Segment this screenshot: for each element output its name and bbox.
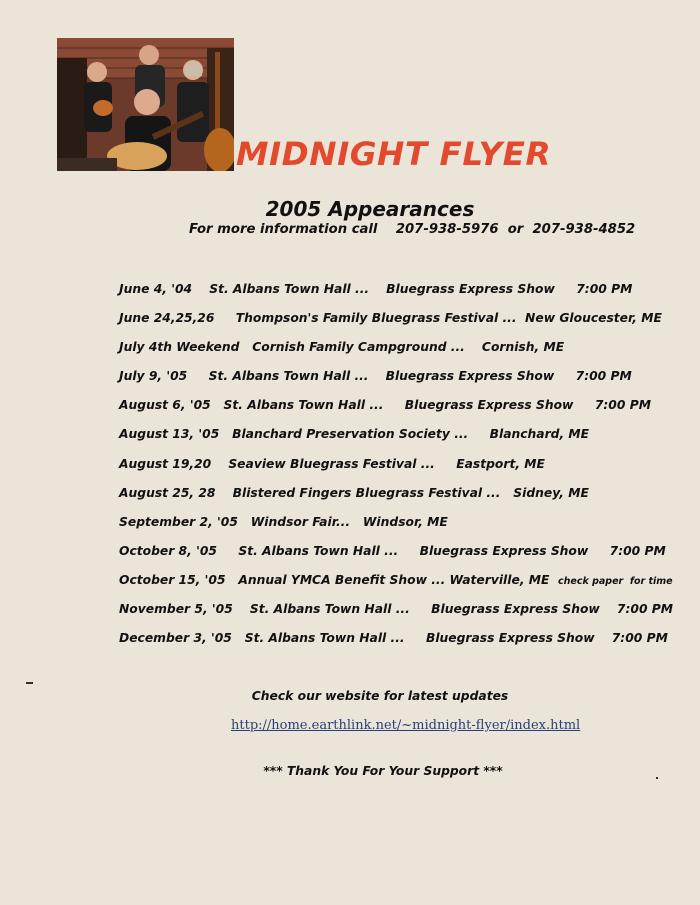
event-text: June 4, '04 St. Albans Town Hall ... Bluegrass Express Show 7:00 PM [119, 282, 633, 296]
paper-speck [26, 682, 33, 684]
event-text: June 24,25,26 Thompson's Family Bluegrass Festival ... New Gloucester, ME [119, 311, 662, 326]
thank-you-text: *** Thank You For Your Support *** [263, 764, 503, 778]
event-item [119, 397, 673, 426]
event-text: August 25, 28 Blistered Fingers Bluegrass Festival ... Sidney, ME [119, 485, 589, 500]
event-item [119, 572, 673, 601]
page-title: 2005 Appearances [265, 197, 475, 221]
event-item [119, 339, 673, 368]
event-text: October 15, '05 Annual YMCA Benefit Show ... Waterville, ME [119, 572, 550, 587]
website-link[interactable]: http://home.earthlink.net/~midnight-flyer/index.html [231, 718, 581, 733]
event-item [119, 281, 673, 310]
event-text: November 5, '05 St. Albans Town Hall ... Bluegrass Express Show 7:00 PM [119, 602, 674, 617]
event-item [119, 485, 673, 514]
updates-notice: Check our website for latest updates [251, 689, 509, 703]
event-list [119, 281, 673, 659]
contact-line [189, 222, 635, 237]
event-item [119, 368, 673, 397]
contact-prefix: For more information call [189, 222, 378, 237]
event-item [119, 514, 673, 543]
event-item [119, 543, 673, 572]
event-item [119, 630, 673, 659]
event-note: check paper for time [557, 575, 673, 587]
event-text: October 8, '05 St. Albans Town Hall ... Bluegrass Express Show 7:00 PM [119, 543, 666, 558]
event-text: July 4th Weekend Cornish Family Campground ... Cornish, ME [119, 340, 565, 355]
contact-separator: or [507, 222, 524, 237]
event-text: December 3, '05 St. Albans Town Hall ... Bluegrass Express Show 7:00 PM [119, 631, 668, 646]
event-text: July 9, '05 St. Albans Town Hall ... Bluegrass Express Show 7:00 PM [119, 369, 632, 384]
event-text: September 2, '05 Windsor Fair... Windsor, ME [119, 514, 448, 529]
event-item [119, 456, 673, 485]
contact-phone-1: 207-938-5976 [395, 222, 499, 237]
event-text: August 6, '05 St. Albans Town Hall ... Bluegrass Express Show 7:00 PM [119, 398, 651, 413]
event-text: August 13, '05 Blanchard Preservation Society ... Blanchard, ME [119, 427, 590, 442]
band-photo [57, 38, 234, 171]
event-item [119, 426, 673, 455]
paper-speck [656, 777, 658, 779]
event-item [119, 310, 673, 339]
event-item [119, 601, 673, 630]
band-name-logo: MIDNIGHT FLYER [236, 135, 552, 173]
event-text: August 19,20 Seaview Bluegrass Festival ... Eastport, ME [119, 456, 545, 471]
contact-phone-2: 207-938-4852 [532, 222, 636, 237]
